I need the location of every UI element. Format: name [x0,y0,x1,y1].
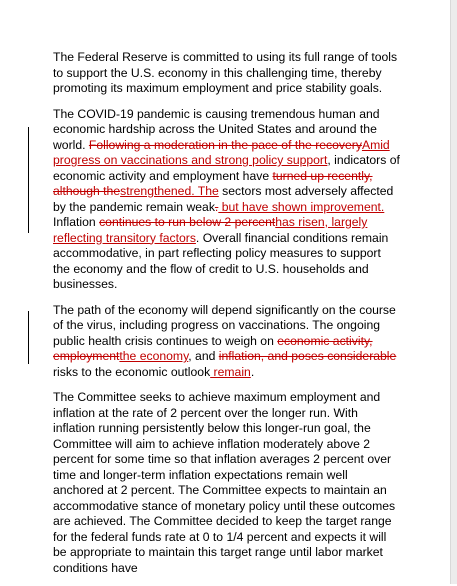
body-text: The COVID-19 pandemic is causing tremendous human and economic hardship across the United States and around the world. [53,106,380,152]
paragraph-p2 [53,107,401,293]
deleted-text: continues to run below 2 percent [99,215,276,229]
body-text: The Committee seeks to achieve maximum employment and inflation at the rate of 2 percent over the longer run. With inflation running persistently below this longer-run goal, the Committee will aim to achieve inflation moderately above 2 percent for some time so that inflation averages 2 percent over time and longer-term inflation expectations remain well anchored at 2 percent. The Committee expects to maintain an accommodative stance of monetary policy until these outcomes are achieved. The Committee decided to keep the target range for the federal funds rate at 0 to 1/4 percent and expects it will be appropriate to maintain this target range until labor market conditions have [53,390,396,575]
body-text: risks to the economic outlook [53,364,211,379]
body-text: The path of the economy will depend significantly on the course of the virus, including progress on vaccinations. The ongoing public health crisis continues to weigh on [53,302,396,348]
body-text: . [250,364,255,379]
paragraph-p1 [53,50,401,97]
deleted-text: economic activity, employment [53,333,373,363]
body-text: . Overall financial conditions remain accommodative, in part reflecting policy measures to support the economy and the flow of credit to U.S. households and businesses. [53,230,389,291]
body-text: sectors most adversely affected by the pandemic remain weak [53,184,394,214]
deleted-text: Following a moderation in the pace of the recovery [88,137,362,152]
change-bar [28,311,29,364]
vertical-scrollbar[interactable] [450,0,457,584]
paragraph-p3 [53,303,401,381]
body-text: , indicators of economic activity and employment have [53,153,400,183]
deleted-text: turned up recently, although the [53,168,373,198]
document-body [53,50,401,586]
deleted-text: inflation, and poses considerable [218,349,397,363]
body-text: Inflation [53,215,100,229]
paragraph-p4 [53,390,401,576]
inserted-text: strengthened. The [120,184,219,198]
inserted-text: has risen, largely reflecting transitory factors [53,215,368,245]
deleted-text: . [214,199,219,214]
inserted-text: but have shown improvement. [218,199,385,214]
inserted-text: the economy [119,349,189,363]
inserted-text: Amid progress on vaccinations and strong policy support [53,137,390,167]
change-bar [28,127,29,233]
body-text: , and [188,349,219,363]
body-text: The Federal Reserve is committed to using its full range of tools to support the U.S. economy in this challenging time, thereby promoting its maximum employment and price stability goals. [53,50,398,95]
inserted-text: remain [210,364,251,379]
